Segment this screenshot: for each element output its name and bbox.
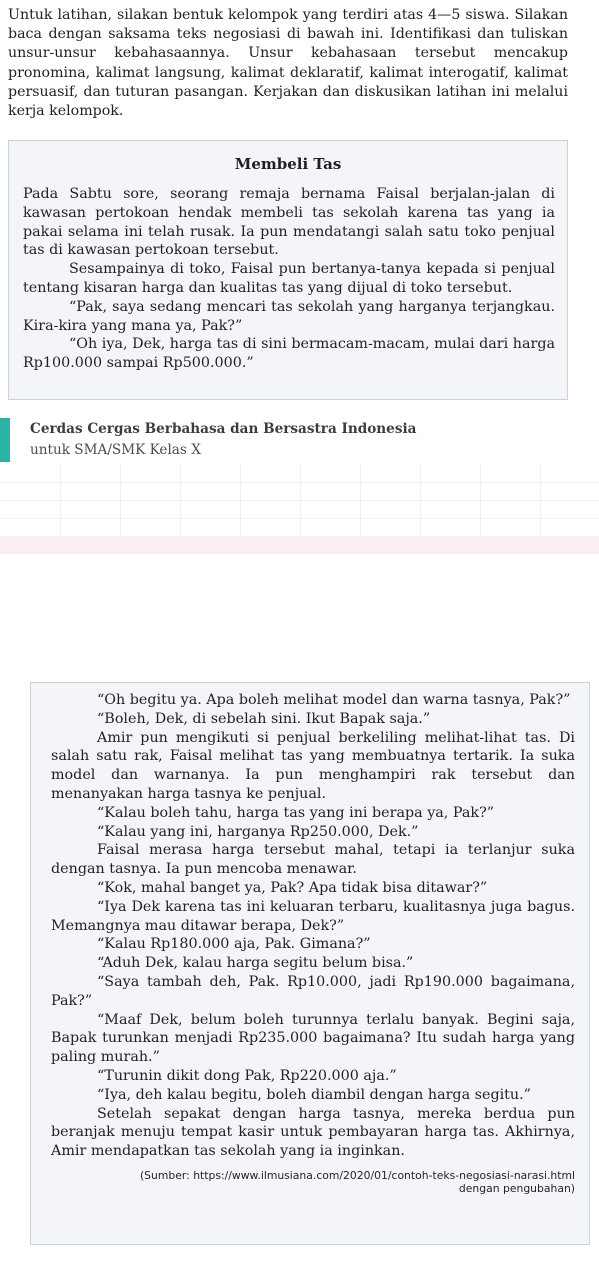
story-content <box>9 185 567 373</box>
continuation-box <box>30 682 590 1245</box>
book-subtitle: untuk SMA/SMK Kelas X <box>30 442 201 458</box>
footer-accent-bar <box>0 418 10 462</box>
story-paragraph: “Oh iya, Dek, harga tas di sini bermacam-macam, mulai dari harga Rp100.000 sampai Rp500.000.” <box>23 336 555 372</box>
narration-paragraph: Faisal merasa harga tersebut mahal, tetapi ia terlanjur suka dengan tasnya. Ia pun mencoba menawar. <box>51 842 575 878</box>
story-paragraph: Pada Sabtu sore, seorang remaja bernama Faisal berjalan-jalan di kawasan pertokoan hendak membeli tas sekolah karena tas yang ia pakai selama ini telah rusak. Ia pun mendatangi salah satu toko penjual tas di kawasan pertokoan tersebut. <box>23 186 555 259</box>
story-paragraph: Sesampainya di toko, Faisal pun bertanya-tanya kepada si penjual tentang kisaran harga dan kualitas tas yang dijual di toko tersebut. <box>23 261 555 296</box>
dialogue-line: “Aduh Dek, kalau harga segitu belum bisa.” <box>97 955 414 972</box>
page-divider-band <box>0 536 599 554</box>
dialogue-line: “Kalau Rp180.000 aja, Pak. Gimana?” <box>97 936 371 953</box>
story-box <box>8 140 568 400</box>
dialogue-line: “Boleh, Dek, di sebelah sini. Ikut Bapak saja.” <box>97 710 431 727</box>
dialogue-line: “Oh begitu ya. Apa boleh melihat model dan warna tasnya, Pak?” <box>97 692 571 708</box>
dialogue-line: “Kok, mahal banget ya, Pak? Apa tidak bisa ditawar?” <box>97 879 488 896</box>
book-title: Cerdas Cergas Berbahasa dan Bersastra Indonesia <box>30 421 417 437</box>
dialogue-line: “Iya, deh kalau begitu, boleh diambil dengan harga segitu.” <box>97 1086 531 1103</box>
narration-paragraph: Amir pun mengikuti si penjual berkeliling melihat-lihat tas. Di salah satu rak, Faisal melihat tas yang membuatnya tertarik. Ia suka model dan warnanya. Ia pun menghampiri rak tersebut dan menanyakan harga tasnya ke penjual. <box>51 729 575 802</box>
story-title: Membeli Tas <box>234 155 342 173</box>
continuation-content <box>31 683 589 1195</box>
dialogue-line: “Maaf Dek, belum boleh turunnya terlalu banyak. Begini saja, Bapak turunkan menjadi Rp235.000 bagaimana? Itu sudah harga yang paling murah.” <box>51 1011 575 1066</box>
narration-paragraph: Setelah sepakat dengan harga tasnya, mereka berdua pun beranjak menuju tempat kasir untuk pembayaran harga tas. Akhirnya, Amir mendapatkan tas sekolah yang ia inginkan. <box>51 1105 575 1160</box>
source-line: (Sumber: https://www.ilmusiana.com/2020/01/contoh-teks-negosiasi-narasi.html <box>139 1168 575 1182</box>
source-line: dengan pengubahan) <box>458 1181 575 1195</box>
dialogue-line: “Kalau boleh tahu, harga tas yang ini berapa ya, Pak?” <box>97 804 495 821</box>
source-citation <box>51 1169 575 1195</box>
story-paragraph: “Pak, saya sedang mencari tas sekolah yang harganya terjangkau. Kira-kira yang mana ya, Pak?” <box>23 298 555 334</box>
dialogue-line: “Saya tambah deh, Pak. Rp10.000, jadi Rp190.000 bagaimana, Pak?” <box>51 973 575 1009</box>
dialogue-line: “Kalau yang ini, harganya Rp250.000, Dek.” <box>97 823 419 840</box>
dialogue-line: “Turunin dikit dong Pak, Rp220.000 aja.” <box>97 1067 397 1084</box>
dialogue-line: “Iya Dek karena tas ini keluaran terbaru, kualitasnya juga bagus. Memangnya mau ditawar berapa, Dek?” <box>51 898 575 934</box>
decorative-grid <box>0 464 599 536</box>
instruction-text: Untuk latihan, silakan bentuk kelompok yang terdiri atas 4—5 siswa. Silakan baca dengan saksama teks negosiasi di bawah ini. Identifikasi dan tuliskan unsur-unsur kebahasaannya. Unsur kebahasaan tersebut mencakup pronomina, kalimat langsung, kalimat deklaratif, kalimat interogatif, kalimat persuasif, dan tuturan pasangan. Kerjakan dan diskusikan latihan ini melalui kerja kelompok. <box>8 7 568 120</box>
